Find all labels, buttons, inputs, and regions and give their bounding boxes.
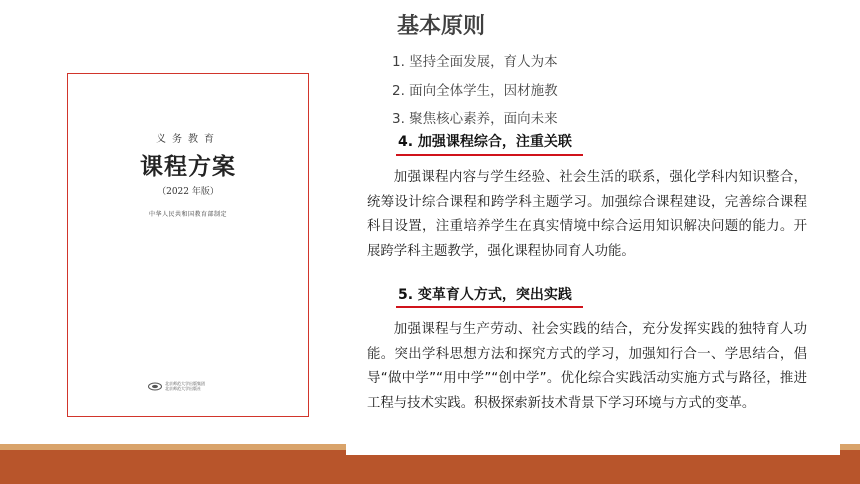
section-4-body: 加强课程内容与学生经验、社会生活的联系，强化学科内知识整合，统筹设计综合课程和跨学科主题学习。加强综合课程建设，完善综合课程科目设置，注重培养学生在真实情境中综合运用知识解决问题的能力。开展跨学科主题教学，强化课程协同育人功能。 [367, 170, 807, 259]
publisher-line-2: 北京师范大学出版社 [165, 386, 201, 391]
principle-item-1: 1. 坚持全面发展，育人为本 [392, 54, 558, 70]
section-5-body-end: 。积极探索新技术背景下学习环境与方式的变革。 [460, 395, 756, 411]
section-4-title: 4. 加强课程综合，注重关联 [398, 134, 572, 150]
cover-series: 义务教育 [156, 134, 220, 145]
decorative-bar-bottom [0, 450, 860, 484]
section-5-underline [396, 306, 583, 308]
publisher-logo-icon [148, 382, 162, 391]
principles-heading: 基本原则 [397, 14, 486, 39]
principle-item-2: 2. 面向全体学生，因材施教 [392, 83, 558, 99]
section-5-title: 5. 变革育人方式，突出实践 [398, 287, 572, 303]
cover-edition: （2022 年版） [157, 187, 219, 197]
section-5-body [367, 318, 807, 416]
cover-publisher [165, 381, 245, 391]
section-4-underline [396, 154, 583, 156]
principle-item-3: 3. 聚焦核心素养，面向未来 [392, 111, 558, 127]
cover-title: 课程方案 [140, 153, 236, 180]
section-5-highlight-text: 推进工程与技术实践 [367, 371, 808, 411]
cover-author: 中华人民共和国教育部制定 [148, 211, 227, 218]
publisher-line-1: 北京师范大学出版集团 [165, 381, 205, 386]
section-5-body-text: 加强课程与生产劳动、社会实践的结合，充分发挥实践的独特育人功能。突出学科思想方法和探究方式的学习，加强知行合一、学思结合，倡导“做中学”“用中学”“创中学”。优化综合实践活动实施方式与路径， [367, 322, 807, 386]
book-cover [67, 73, 309, 417]
